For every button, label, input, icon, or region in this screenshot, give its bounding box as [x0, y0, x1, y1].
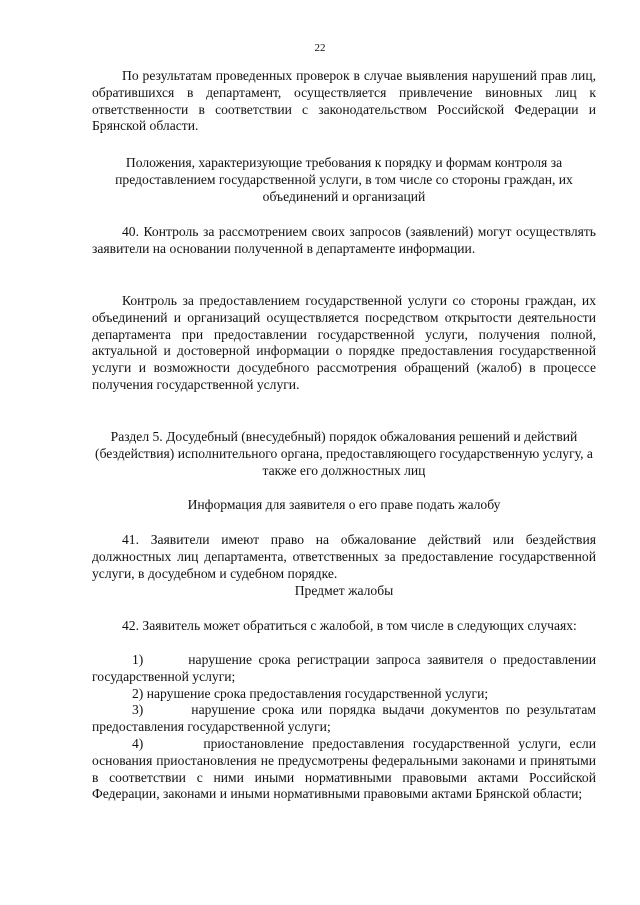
paragraph-violations: По результатам проведенных проверок в случае выявления нарушений прав лиц, обратившихся в департамент, осуществляется привлечение виновных лиц к ответственности в соответствии с законодательством Российской Федерации и Брянской области.	[92, 68, 596, 134]
list-item-number: 2)	[132, 685, 144, 701]
list-item-text: нарушение срока предоставления государственной услуги;	[146, 685, 489, 701]
list-item	[92, 702, 596, 736]
paragraph-40: 40. Контроль за рассмотрением своих запросов (заявлений) могут осуществлять заявители на основании полученной в департаменте информации.	[92, 224, 596, 256]
page-number: 22	[314, 42, 326, 54]
list-item-text: приостановление предоставления государственной услуги, если основания приостановления не предусмотрены федеральными законами и принятыми в соответствии с ними иными нормативными правовыми актами Российской Федерации, законами и иными нормативными правовыми актами Брянской области;	[92, 735, 596, 802]
list-item-number: 3)	[132, 702, 144, 718]
list-item-number: 4)	[132, 735, 144, 751]
paragraph-41: 41. Заявители имеют право на обжалование действий или бездействия должностных лиц департамента, ответственных за предоставление государственной услуги, в досудебном и судебном порядке.	[92, 532, 596, 581]
paragraph-40-control: Контроль за предоставлением государственной услуги со стороны граждан, их объединений и организаций осуществляется посредством открытости деятельности департамента при предоставлении государственной услуги, получения полной, актуальной и достоверной информации о порядке предоставления государственной услуги и возможности досудебного рассмотрения обращений (жалоб) в процессе получения государственной услуги.	[92, 293, 596, 392]
list-item-number: 1)	[132, 652, 144, 667]
list-item-text: нарушение срока или порядка выдачи документов по результатам предоставления государственной услуги;	[92, 702, 596, 735]
heading-complaint-subject: Предмет жалобы	[294, 583, 394, 598]
heading-section-5: Раздел 5. Досудебный (внесудебный) порядок обжалования решений и действий (бездействия) исполнительного органа, предоставляющего государственную услугу, а также его должностных лиц	[95, 429, 593, 478]
list-item	[92, 736, 596, 803]
list-item	[92, 652, 596, 686]
complaint-cases-list	[92, 652, 596, 803]
list-item-text: нарушение срока регистрации запроса заявителя о предоставлении государственной услуги;	[92, 652, 596, 684]
paragraph-42: 42. Заявитель может обратиться с жалобой, в том числе в следующих случаях:	[122, 618, 577, 633]
heading-control-provisions: Положения, характеризующие требования к порядку и формам контроля за предоставлением государственной услуги, в том числе со стороны граждан, их объединений и организаций	[115, 155, 573, 204]
list-item	[92, 686, 596, 703]
heading-complaint-info: Информация для заявителя о его праве подать жалобу	[187, 497, 501, 512]
